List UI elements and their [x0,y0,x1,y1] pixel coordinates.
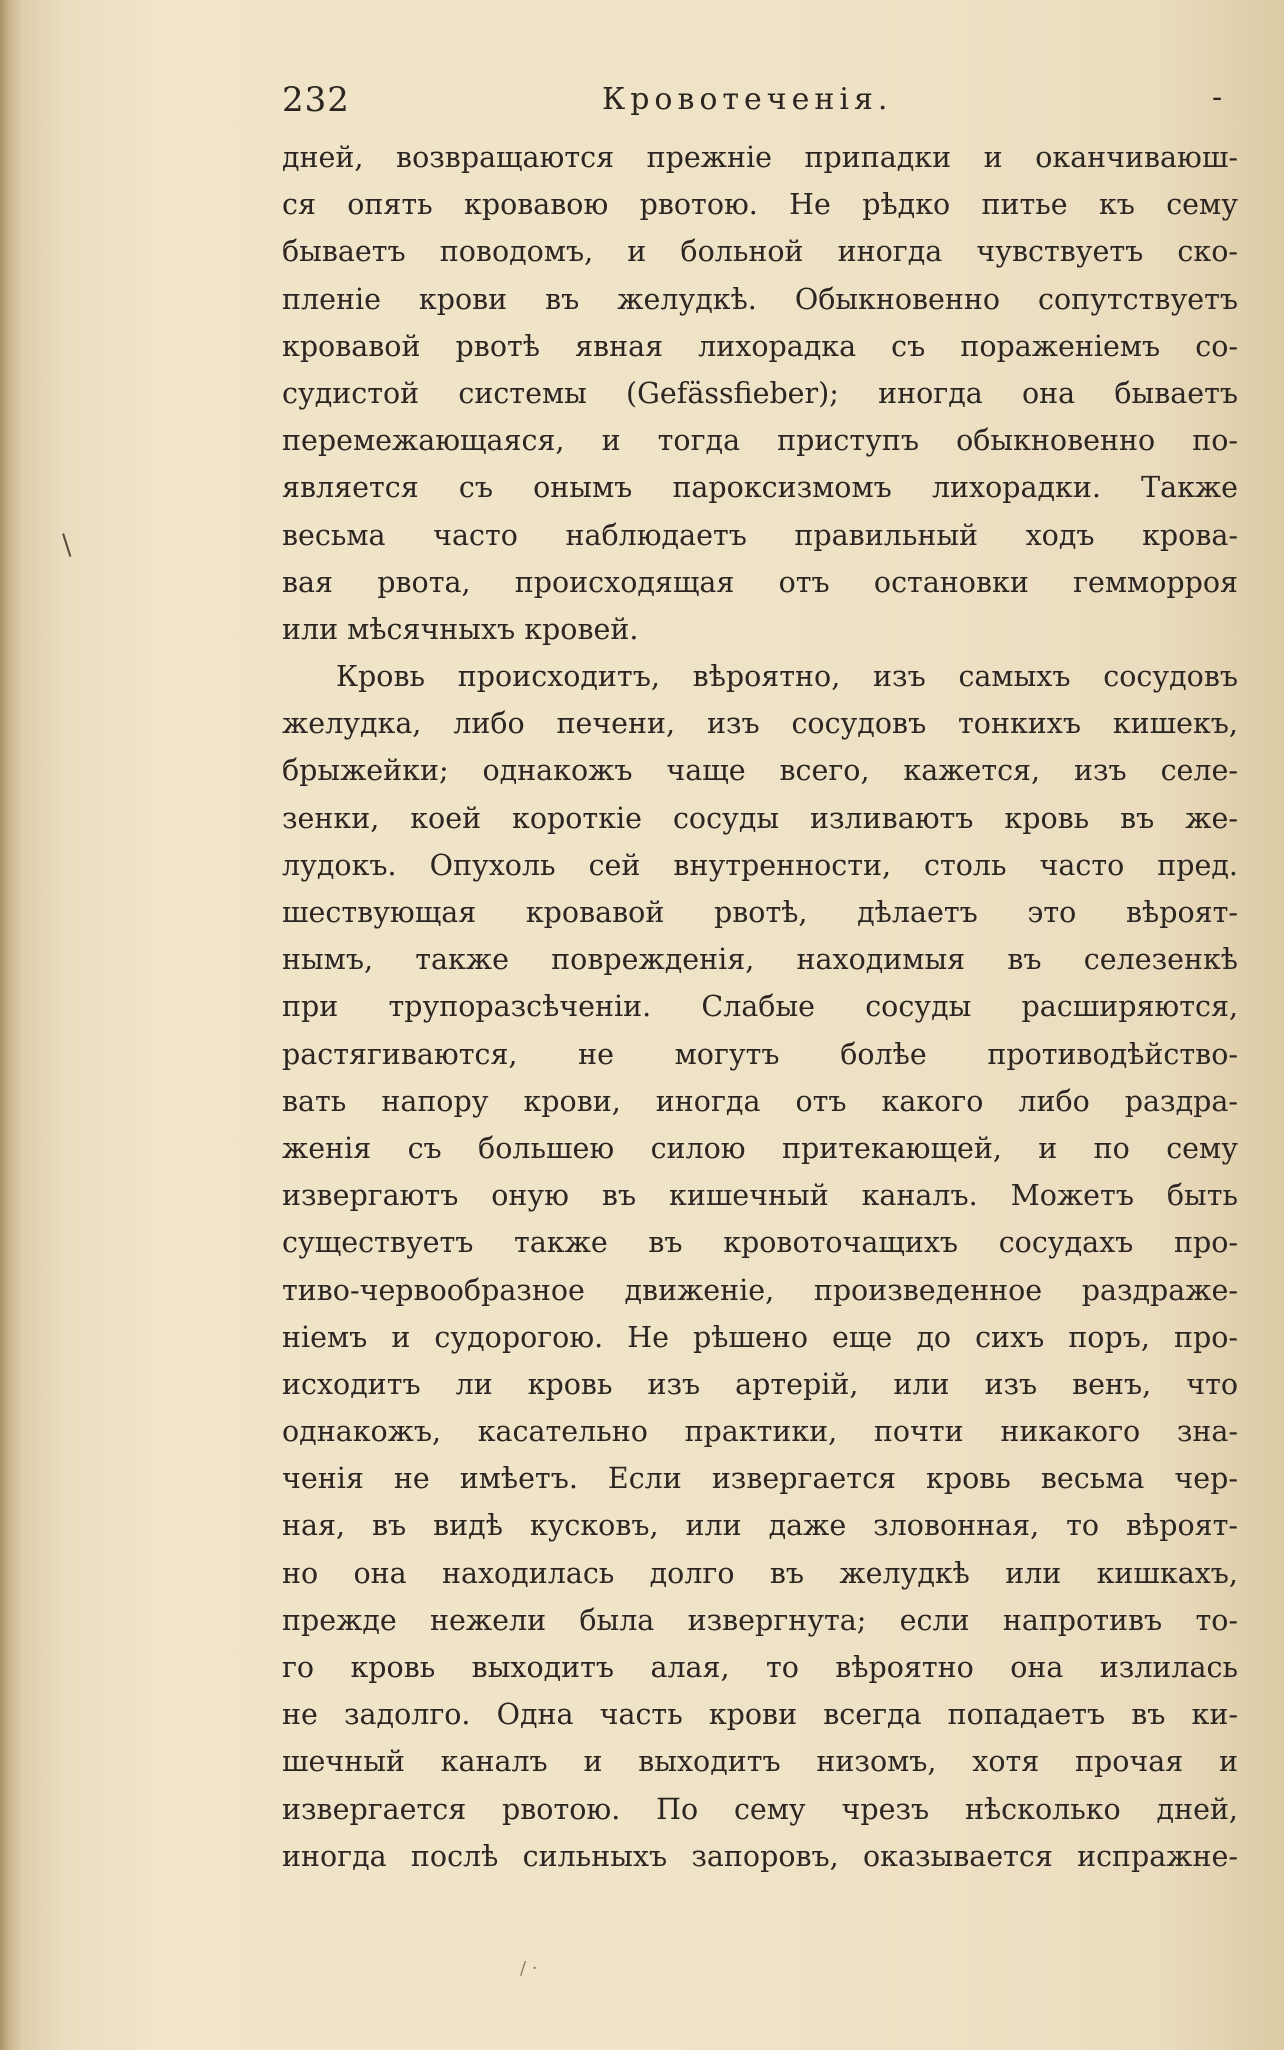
text-line: кровавой рвотѣ явная лихорадка съ пораженіемъ со- [282,329,1238,363]
paragraph-2 [282,653,1238,1880]
text-line: вать напору крови, иногда отъ какого либо раздра- [282,1084,1238,1118]
text-line: брыжейки; однакожъ чаще всего, кажется, изъ селе- [282,754,1238,788]
text-line: женія съ большею силою притекающей, и по сему [282,1131,1238,1165]
paragraph-1 [282,134,1238,653]
chapter-title: Кровотеченія. [602,82,893,117]
text-line: но она находилась долго въ желудкѣ или кишкахъ, [282,1556,1238,1590]
text-line: зенки, коей короткіе сосуды изливаютъ кровь въ же- [282,801,1238,835]
margin-mark: \ [62,528,72,561]
text-line: ніемъ и судорогою. Не рѣшено еще до сихъ поръ, про- [282,1320,1238,1354]
text-line: желудка, либо печени, изъ сосудовъ тонкихъ кишекъ, [282,707,1238,741]
text-line: бываетъ поводомъ, и больной иногда чувствуетъ ско- [282,235,1238,269]
text-line: ная, въ видѣ кусковъ, или даже зловонная, то вѣроят- [282,1509,1238,1543]
text-line: дней, возвращаются прежніе припадки и оканчиваюш- [282,141,1238,174]
text-line: исходитъ ли кровь изъ артерій, или изъ венъ, что [282,1367,1238,1401]
text-line: пленіе крови въ желудкѣ. Обыкновенно сопутствуетъ [282,282,1238,316]
text-line: не задолго. Одна часть крови всегда попадаетъ въ ки- [282,1698,1238,1732]
text-line: ченія не имѣетъ. Если извергается кровь весьма чер- [282,1462,1238,1496]
body-text [282,134,1238,1880]
text-line: Кровь происходитъ, вѣроятно, изъ самыхъ сосудовъ [336,660,1238,694]
text-line: вая рвота, происходящая отъ остановки гемморроя [282,565,1238,599]
text-line: извергается рвотою. По сему чрезъ нѣсколько дней, [282,1792,1238,1826]
text-line: существуетъ также въ кровоточащихъ сосудахъ про- [282,1226,1238,1260]
text-line: при трупоразсѣченіи. Слабые сосуды расширяются, [282,990,1238,1024]
text-line: нымъ, также поврежденія, находимыя въ селезенкѣ [282,943,1238,977]
text-line: лудокъ. Опухоль сей внутренности, столь часто пред. [282,848,1238,882]
text-line: прежде нежели была извергнута; если напротивъ то- [282,1603,1238,1637]
header-mark: - [1212,80,1223,115]
binding-edge [0,0,22,2050]
text-line: перемежающаяся, и тогда приступъ обыкновенно по- [282,424,1238,458]
text-line: шечный каналъ и выходитъ низомъ, хотя прочая и [282,1745,1238,1779]
text-line: тиво-червообразное движеніе, произведенное раздраже- [282,1273,1238,1307]
footer-mark: / · [520,1958,538,1979]
text-line: извергаютъ оную въ кишечный каналъ. Можетъ быть [282,1179,1238,1213]
text-line: иногда послѣ сильныхъ запоровъ, оказывается испражне- [282,1839,1238,1873]
text-line: ся опять кровавою рвотою. Не рѣдко питье къ сему [282,188,1238,222]
text-line: является съ онымъ пароксизмомъ лихорадки. Также [282,471,1238,505]
page-number: 232 [282,80,350,120]
text-line: го кровь выходитъ алая, то вѣроятно она излилась [282,1651,1238,1684]
text-line: весьма часто наблюдаетъ правильный ходъ крова- [282,518,1238,552]
text-line: или мѣсячныхъ кровей. [282,612,639,646]
text-line: шествующая кровавой рвотѣ, дѣлаетъ это вѣроят- [282,896,1238,929]
text-line: растягиваются, не могутъ болѣе противодѣйство- [282,1037,1238,1071]
running-head [282,80,1262,128]
text-line: судистой системы (Gefässfieber); иногда она бываетъ [282,376,1238,410]
text-line: однакожъ, касательно практики, почти никакого зна- [282,1415,1238,1449]
